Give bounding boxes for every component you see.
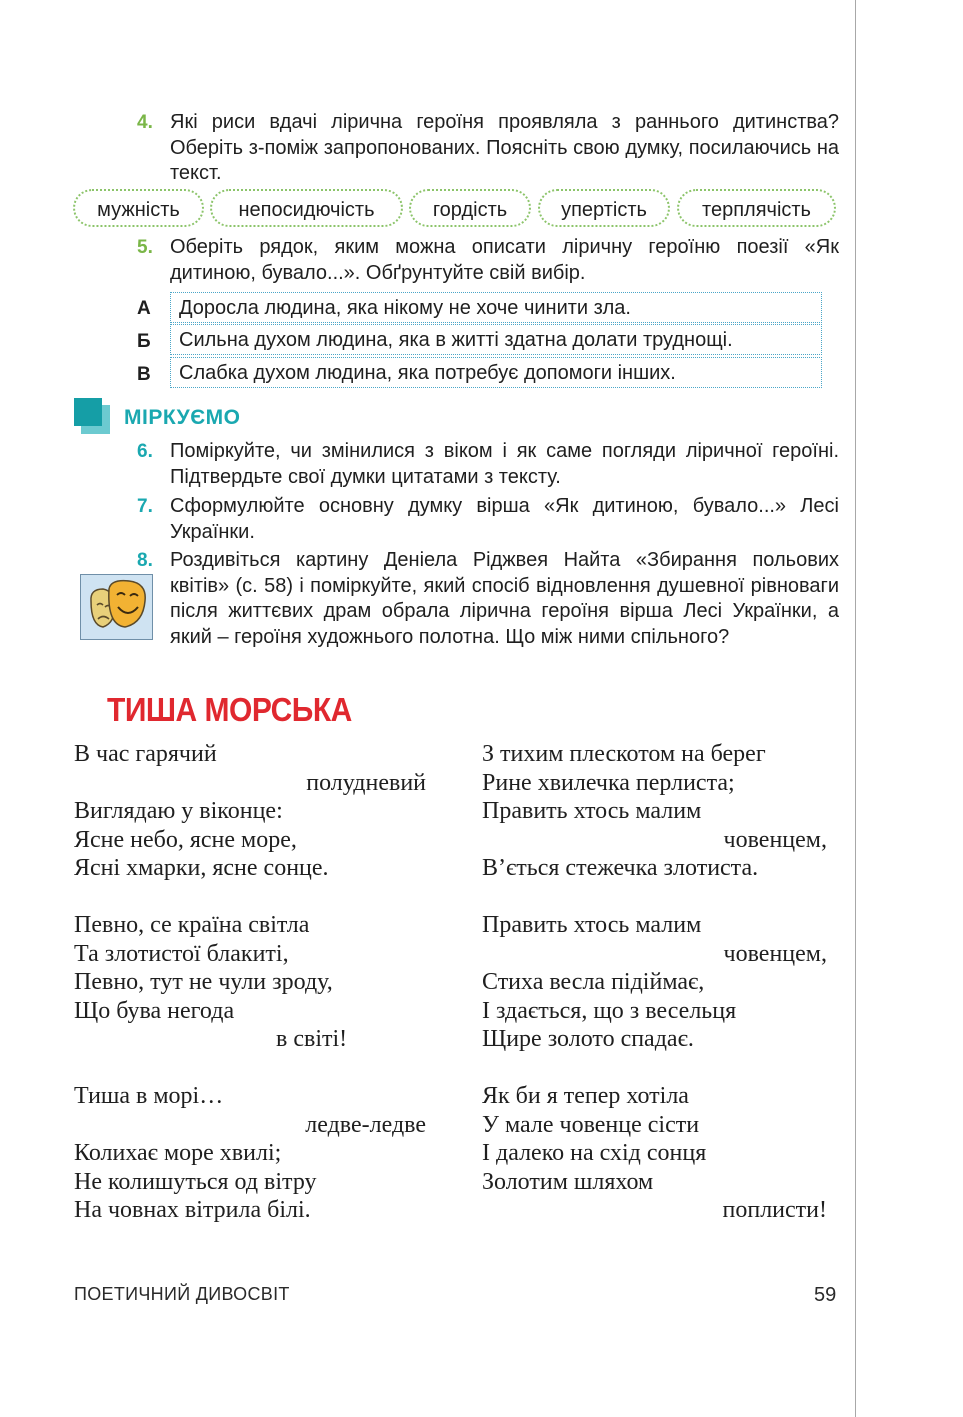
poem-line: Певно, се країна світла xyxy=(74,912,310,938)
question-5 xyxy=(137,235,839,286)
poem-line: Виглядаю у віконце: xyxy=(74,798,283,824)
question-6 xyxy=(137,439,839,490)
option-c[interactable]: Слабка духом людина, яка потребує допомоги інших. xyxy=(170,357,822,388)
question-4 xyxy=(137,110,839,187)
trait-chip[interactable]: терплячість xyxy=(677,189,836,227)
poem-line: І здається, що з весельця xyxy=(482,997,737,1024)
question-number: 8. xyxy=(137,550,153,571)
poem-line: Та злотистої блакиті, xyxy=(74,940,289,967)
stanza-gap xyxy=(482,1054,827,1083)
poem-line: В час гарячий xyxy=(74,741,217,767)
footer-section-name: ПОЕТИЧНИЙ ДИВОСВІТ xyxy=(74,1284,290,1304)
poem-line: В’ється стежечка злотиста. xyxy=(482,855,759,881)
poem-line: Не колишуться од вітру xyxy=(74,1168,317,1195)
poem-line: поплисти! xyxy=(722,1197,827,1223)
trait-chip[interactable]: мужність xyxy=(73,189,204,227)
poem-line: Ясні хмарки, ясне сонце. xyxy=(74,855,329,881)
poem-line: ледве-ледве xyxy=(305,1111,426,1138)
question-text: Сформулюйте основну думку вірша «Як дитиною, бувало...» Лесі Українки. xyxy=(170,495,839,543)
question-number: 5. xyxy=(137,237,153,258)
page-edge-line xyxy=(855,0,856,1417)
question-text: Роздивіться картину Деніела Ріджвея Найта «Збирання польових квітів» (с. 58) і поміркуйте, який спосіб відновлення душевної рівноваги після життєвих драм обрала лірична героїня вірша Лесі Українки, а який – героїня художнього полотна. Що між ними спільного? xyxy=(170,549,839,648)
poem-line: Ясне небо, ясне море, xyxy=(74,826,297,853)
option-b[interactable]: Сильна духом людина, яка в житті здатна долати труднощі. xyxy=(170,324,822,355)
section-title: МІРКУЄМО xyxy=(124,406,241,429)
question-text: Поміркуйте, чи змінилися з віком і як саме погляди ліричної героїні. Підтвердьте свої думки цитатами з тексту. xyxy=(170,440,839,488)
trait-chip[interactable]: гордість xyxy=(409,189,531,227)
poem-line: Рине хвилечка перлиста; xyxy=(482,769,735,796)
poem-column-right xyxy=(482,740,827,1225)
poem-line: Як би я тепер хотіла xyxy=(482,1083,689,1109)
poem-line: Щире золото спадає. xyxy=(482,1026,694,1052)
option-letter: А xyxy=(137,298,151,319)
square-icon xyxy=(74,398,110,434)
question-8 xyxy=(137,548,839,650)
question-text: Оберіть рядок, яким можна описати ліричну героїню поезії «Як дитиною, бувало...». Обґрунтуйте свій вибір. xyxy=(170,236,839,284)
poem-line: човенцем, xyxy=(723,940,827,967)
question-number: 4. xyxy=(137,112,153,133)
poem-line: У мале човенце сісти xyxy=(482,1111,700,1138)
poem-title: ТИША МОРСЬКА xyxy=(107,692,352,729)
poem-line: Править хтось малим xyxy=(482,912,702,938)
stanza-gap xyxy=(74,883,426,912)
poem-line: Золотим шляхом xyxy=(482,1168,654,1195)
trait-chip[interactable]: непосидючість xyxy=(210,189,403,227)
poem-column-left xyxy=(74,740,426,1225)
trait-chip[interactable]: упертість xyxy=(538,189,670,227)
poem-line: в світі! xyxy=(276,1026,348,1052)
question-number: 6. xyxy=(137,441,153,462)
question-number: 7. xyxy=(137,496,153,517)
poem-line: На човнах вітрила білі. xyxy=(74,1197,311,1223)
poem-line: І далеко на схід сонця xyxy=(482,1140,707,1166)
poem-line: Що бува негода xyxy=(74,997,235,1024)
stanza-gap xyxy=(482,883,827,912)
trait-options xyxy=(73,189,838,229)
poem-line: З тихим плескотом на берег xyxy=(482,741,766,767)
poem-line: човенцем, xyxy=(723,826,827,853)
poem-line: Тиша в морі… xyxy=(74,1083,224,1109)
stanza-gap xyxy=(74,1054,426,1083)
option-a[interactable]: Доросла людина, яка нікому не хоче чинити зла. xyxy=(170,292,822,323)
poem-line: Править хтось малим xyxy=(482,798,702,824)
page-number: 59 xyxy=(814,1284,837,1306)
question-text: Які риси вдачі лірична героїня проявляла з раннього дитинства? Оберіть з-поміж запропонованих. Поясніть свою думку, посилаючись на текст. xyxy=(170,111,839,184)
poem-line: Стиха весла підіймає, xyxy=(482,969,705,995)
option-letter: В xyxy=(137,364,151,385)
theater-masks-icon xyxy=(80,574,153,640)
poem-line: Певно, тут не чули зроду, xyxy=(74,969,333,995)
question-7 xyxy=(137,494,839,545)
poem-line: Колихає море хвилі; xyxy=(74,1140,282,1166)
option-letter: Б xyxy=(137,331,151,352)
poem-line: полудневий xyxy=(306,769,426,796)
